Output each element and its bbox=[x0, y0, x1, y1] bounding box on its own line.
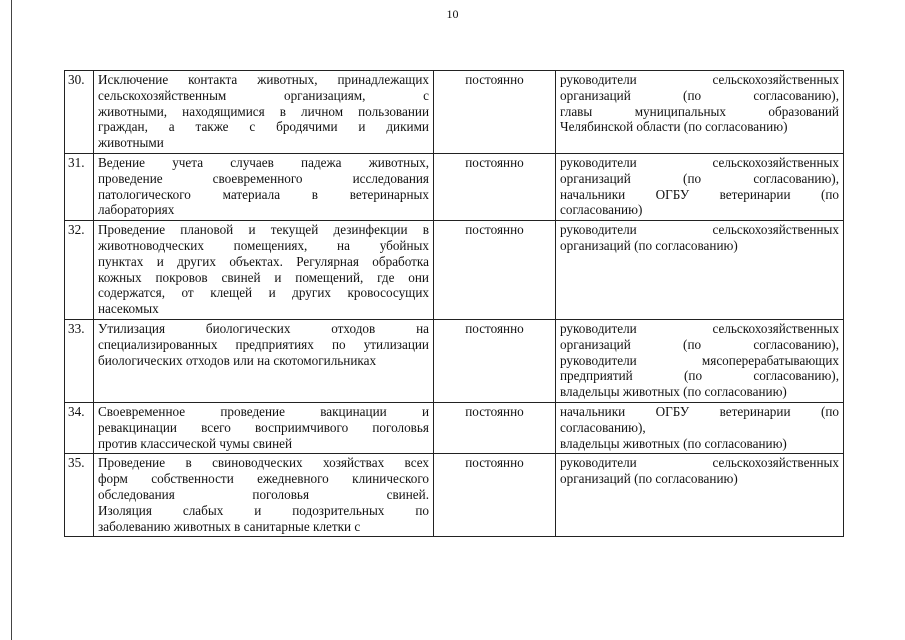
action-text-line: животными bbox=[98, 135, 164, 151]
page-edge-line bbox=[11, 0, 12, 640]
action-text-line: патологического материала в ветеринарных bbox=[98, 186, 429, 202]
responsible-text-line: предприятий (по согласованию), bbox=[560, 368, 839, 384]
action-text-line: животными, находящимися в личном пользовании bbox=[98, 103, 429, 119]
responsible-text-line: руководители сельскохозяйственных bbox=[560, 455, 839, 471]
table-row bbox=[65, 153, 844, 220]
period-cell: постоянно bbox=[434, 319, 556, 402]
responsible-text-line: организаций (по согласованию), bbox=[560, 336, 839, 352]
responsible-text-line: руководители сельскохозяйственных bbox=[560, 320, 839, 336]
responsible-text-line: начальники ОГБУ ветеринарии (по bbox=[560, 403, 839, 419]
action-text-line: проведение своевременного исследования bbox=[98, 170, 429, 186]
table-row bbox=[65, 319, 844, 402]
table-row bbox=[65, 71, 844, 154]
period-cell: постоянно bbox=[434, 71, 556, 154]
row-number: 34. bbox=[65, 402, 94, 453]
action-text-line: Проведение в свиноводческих хозяйствах всех bbox=[98, 455, 429, 471]
action-text-line: содержатся, от клещей и других кровососущих bbox=[98, 285, 429, 301]
action-cell bbox=[94, 221, 434, 320]
responsible-cell bbox=[556, 454, 844, 537]
action-text-line: граждан, а также с бродячими и дикими bbox=[98, 119, 429, 135]
action-text-line: Ведение учета случаев падежа животных, bbox=[98, 154, 429, 170]
responsible-text-line: владельцы животных (по согласованию) bbox=[560, 435, 787, 451]
action-text-line: пунктах и других объектах. Регулярная обработка bbox=[98, 253, 429, 269]
action-cell bbox=[94, 319, 434, 402]
period-cell: постоянно bbox=[434, 153, 556, 220]
action-text-line: Проведение плановой и текущей дезинфекции в bbox=[98, 222, 429, 238]
responsible-cell bbox=[556, 319, 844, 402]
action-text-line: Исключение контакта животных, принадлежащих bbox=[98, 72, 429, 87]
responsible-text-line: Челябинской области (по согласованию) bbox=[560, 119, 788, 135]
action-text-line: заболеванию животных в санитарные клетки с bbox=[98, 518, 361, 534]
action-text-line: кожных покровов свиней и помещений, где они bbox=[98, 269, 429, 285]
responsible-cell bbox=[556, 402, 844, 453]
action-text-line: Своевременное проведение вакцинации и bbox=[98, 403, 429, 419]
responsible-text-line: руководители мясоперерабатывающих bbox=[560, 352, 839, 368]
action-cell bbox=[94, 71, 434, 154]
responsible-text-line: организаций (по согласованию), bbox=[560, 170, 839, 186]
action-cell bbox=[94, 402, 434, 453]
row-number: 32. bbox=[65, 221, 94, 320]
period-cell: постоянно bbox=[434, 402, 556, 453]
action-text-line: насекомых bbox=[98, 301, 159, 317]
action-text-line: обследования поголовья свиней. bbox=[98, 486, 429, 502]
responsible-text-line: руководители сельскохозяйственных bbox=[560, 222, 839, 238]
measures-table bbox=[64, 70, 844, 537]
action-text-line: специализированных предприятиях по утилизации bbox=[98, 336, 429, 352]
page-number: 10 bbox=[446, 7, 459, 21]
action-text-line: животноводческих помещениях, на убойных bbox=[98, 237, 429, 253]
responsible-text-line: владельцы животных (по согласованию) bbox=[560, 384, 787, 400]
action-text-line: сельскохозяйственным организациям, с bbox=[98, 87, 429, 103]
table-row bbox=[65, 454, 844, 537]
responsible-text-line: руководители сельскохозяйственных bbox=[560, 72, 839, 87]
row-number: 35. bbox=[65, 454, 94, 537]
period-cell: постоянно bbox=[434, 454, 556, 537]
action-text-line: форм собственности ежедневного клинического bbox=[98, 471, 429, 487]
responsible-text-line: согласованию) bbox=[560, 202, 643, 218]
action-cell bbox=[94, 153, 434, 220]
action-text-line: ревакцинации всего восприимчивого поголовья bbox=[98, 419, 429, 435]
responsible-cell bbox=[556, 71, 844, 154]
responsible-text-line: начальники ОГБУ ветеринарии (по bbox=[560, 186, 839, 202]
responsible-cell bbox=[556, 153, 844, 220]
row-number: 30. bbox=[65, 71, 94, 154]
period-cell: постоянно bbox=[434, 221, 556, 320]
row-number: 31. bbox=[65, 153, 94, 220]
table-row bbox=[65, 402, 844, 453]
action-text-line: Изоляция слабых и подозрительных по bbox=[98, 502, 429, 518]
measures-table-body bbox=[65, 71, 844, 537]
responsible-text-line: организаций (по согласованию), bbox=[560, 87, 839, 103]
responsible-text-line: руководители сельскохозяйственных bbox=[560, 154, 839, 170]
action-text-line: Утилизация биологических отходов на bbox=[98, 320, 429, 336]
responsible-cell bbox=[556, 221, 844, 320]
responsible-text-line: главы муниципальных образований bbox=[560, 103, 839, 119]
table-row bbox=[65, 221, 844, 320]
action-text-line: лабораториях bbox=[98, 202, 175, 218]
action-text-line: биологических отходов или на скотомогильниках bbox=[98, 352, 377, 368]
responsible-text-line: согласованию), bbox=[560, 419, 646, 435]
action-text-line: против классической чумы свиней bbox=[98, 435, 293, 451]
responsible-text-line: организаций (по согласованию) bbox=[560, 471, 738, 487]
row-number: 33. bbox=[65, 319, 94, 402]
action-cell bbox=[94, 454, 434, 537]
responsible-text-line: организаций (по согласованию) bbox=[560, 237, 738, 253]
